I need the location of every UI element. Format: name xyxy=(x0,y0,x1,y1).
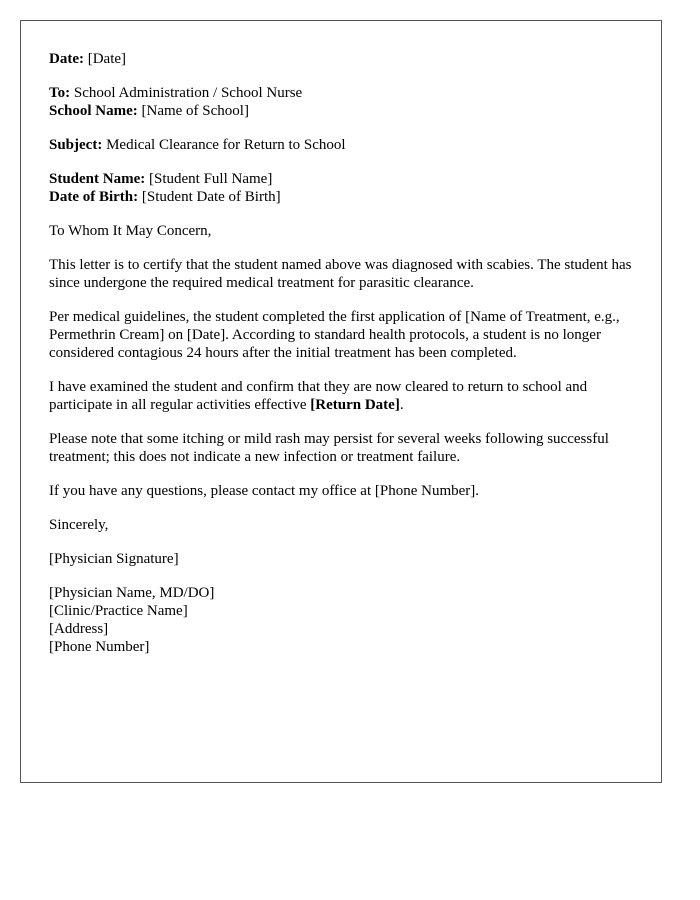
return-date: [Return Date] xyxy=(310,397,400,413)
subject-line xyxy=(49,136,632,154)
dob-label: Date of Birth: xyxy=(49,189,139,205)
school-label: School Name: xyxy=(49,103,138,119)
paragraph-treatment: Per medical guidelines, the student completed the first application of [Name of Treatment, e.g., Permethrin Cream] on [Date]. According to standard health protocols, a student is no longer considered contagious 24 hours after the initial treatment has been completed. xyxy=(49,309,620,361)
signoff-block xyxy=(49,584,632,656)
to-value: School Administration / School Nurse xyxy=(73,85,303,101)
recipient-block xyxy=(49,84,632,120)
subject-label: Subject: xyxy=(49,137,103,153)
closing: Sincerely, xyxy=(49,517,109,533)
date-line xyxy=(49,50,632,68)
phone-number: [Phone Number] xyxy=(49,639,150,655)
physician-name: [Physician Name, MD/DO] xyxy=(49,585,215,601)
to-label: To: xyxy=(49,85,71,101)
student-block xyxy=(49,170,632,206)
school-value: [Name of School] xyxy=(141,103,249,119)
date-value: [Date] xyxy=(87,51,127,67)
paragraph-clearance xyxy=(49,378,632,414)
clearance-end: . xyxy=(399,397,404,413)
student-value: [Student Full Name] xyxy=(149,171,273,187)
clinic-name: [Clinic/Practice Name] xyxy=(49,603,188,619)
subject-value: Medical Clearance for Return to School xyxy=(106,137,346,153)
clearance-text: I have examined the student and confirm that they are now cleared to return to school and participate in all regular activities effective xyxy=(49,379,588,413)
signature: [Physician Signature] xyxy=(49,551,179,567)
salutation: To Whom It May Concern, xyxy=(49,223,212,239)
student-label: Student Name: xyxy=(49,171,146,187)
paragraph-contact: If you have any questions, please contact my office at [Phone Number]. xyxy=(49,483,480,499)
paragraph-diagnosis: This letter is to certify that the student named above was diagnosed with scabies. The student has since undergone the required medical treatment for parasitic clearance. xyxy=(49,257,632,291)
address: [Address] xyxy=(49,621,109,637)
date-label: Date: xyxy=(49,51,84,67)
dob-value: [Student Date of Birth] xyxy=(141,189,281,205)
paragraph-note: Please note that some itching or mild rash may persist for several weeks following successful treatment; this does not indicate a new infection or treatment failure. xyxy=(49,431,609,465)
letter xyxy=(20,20,662,783)
